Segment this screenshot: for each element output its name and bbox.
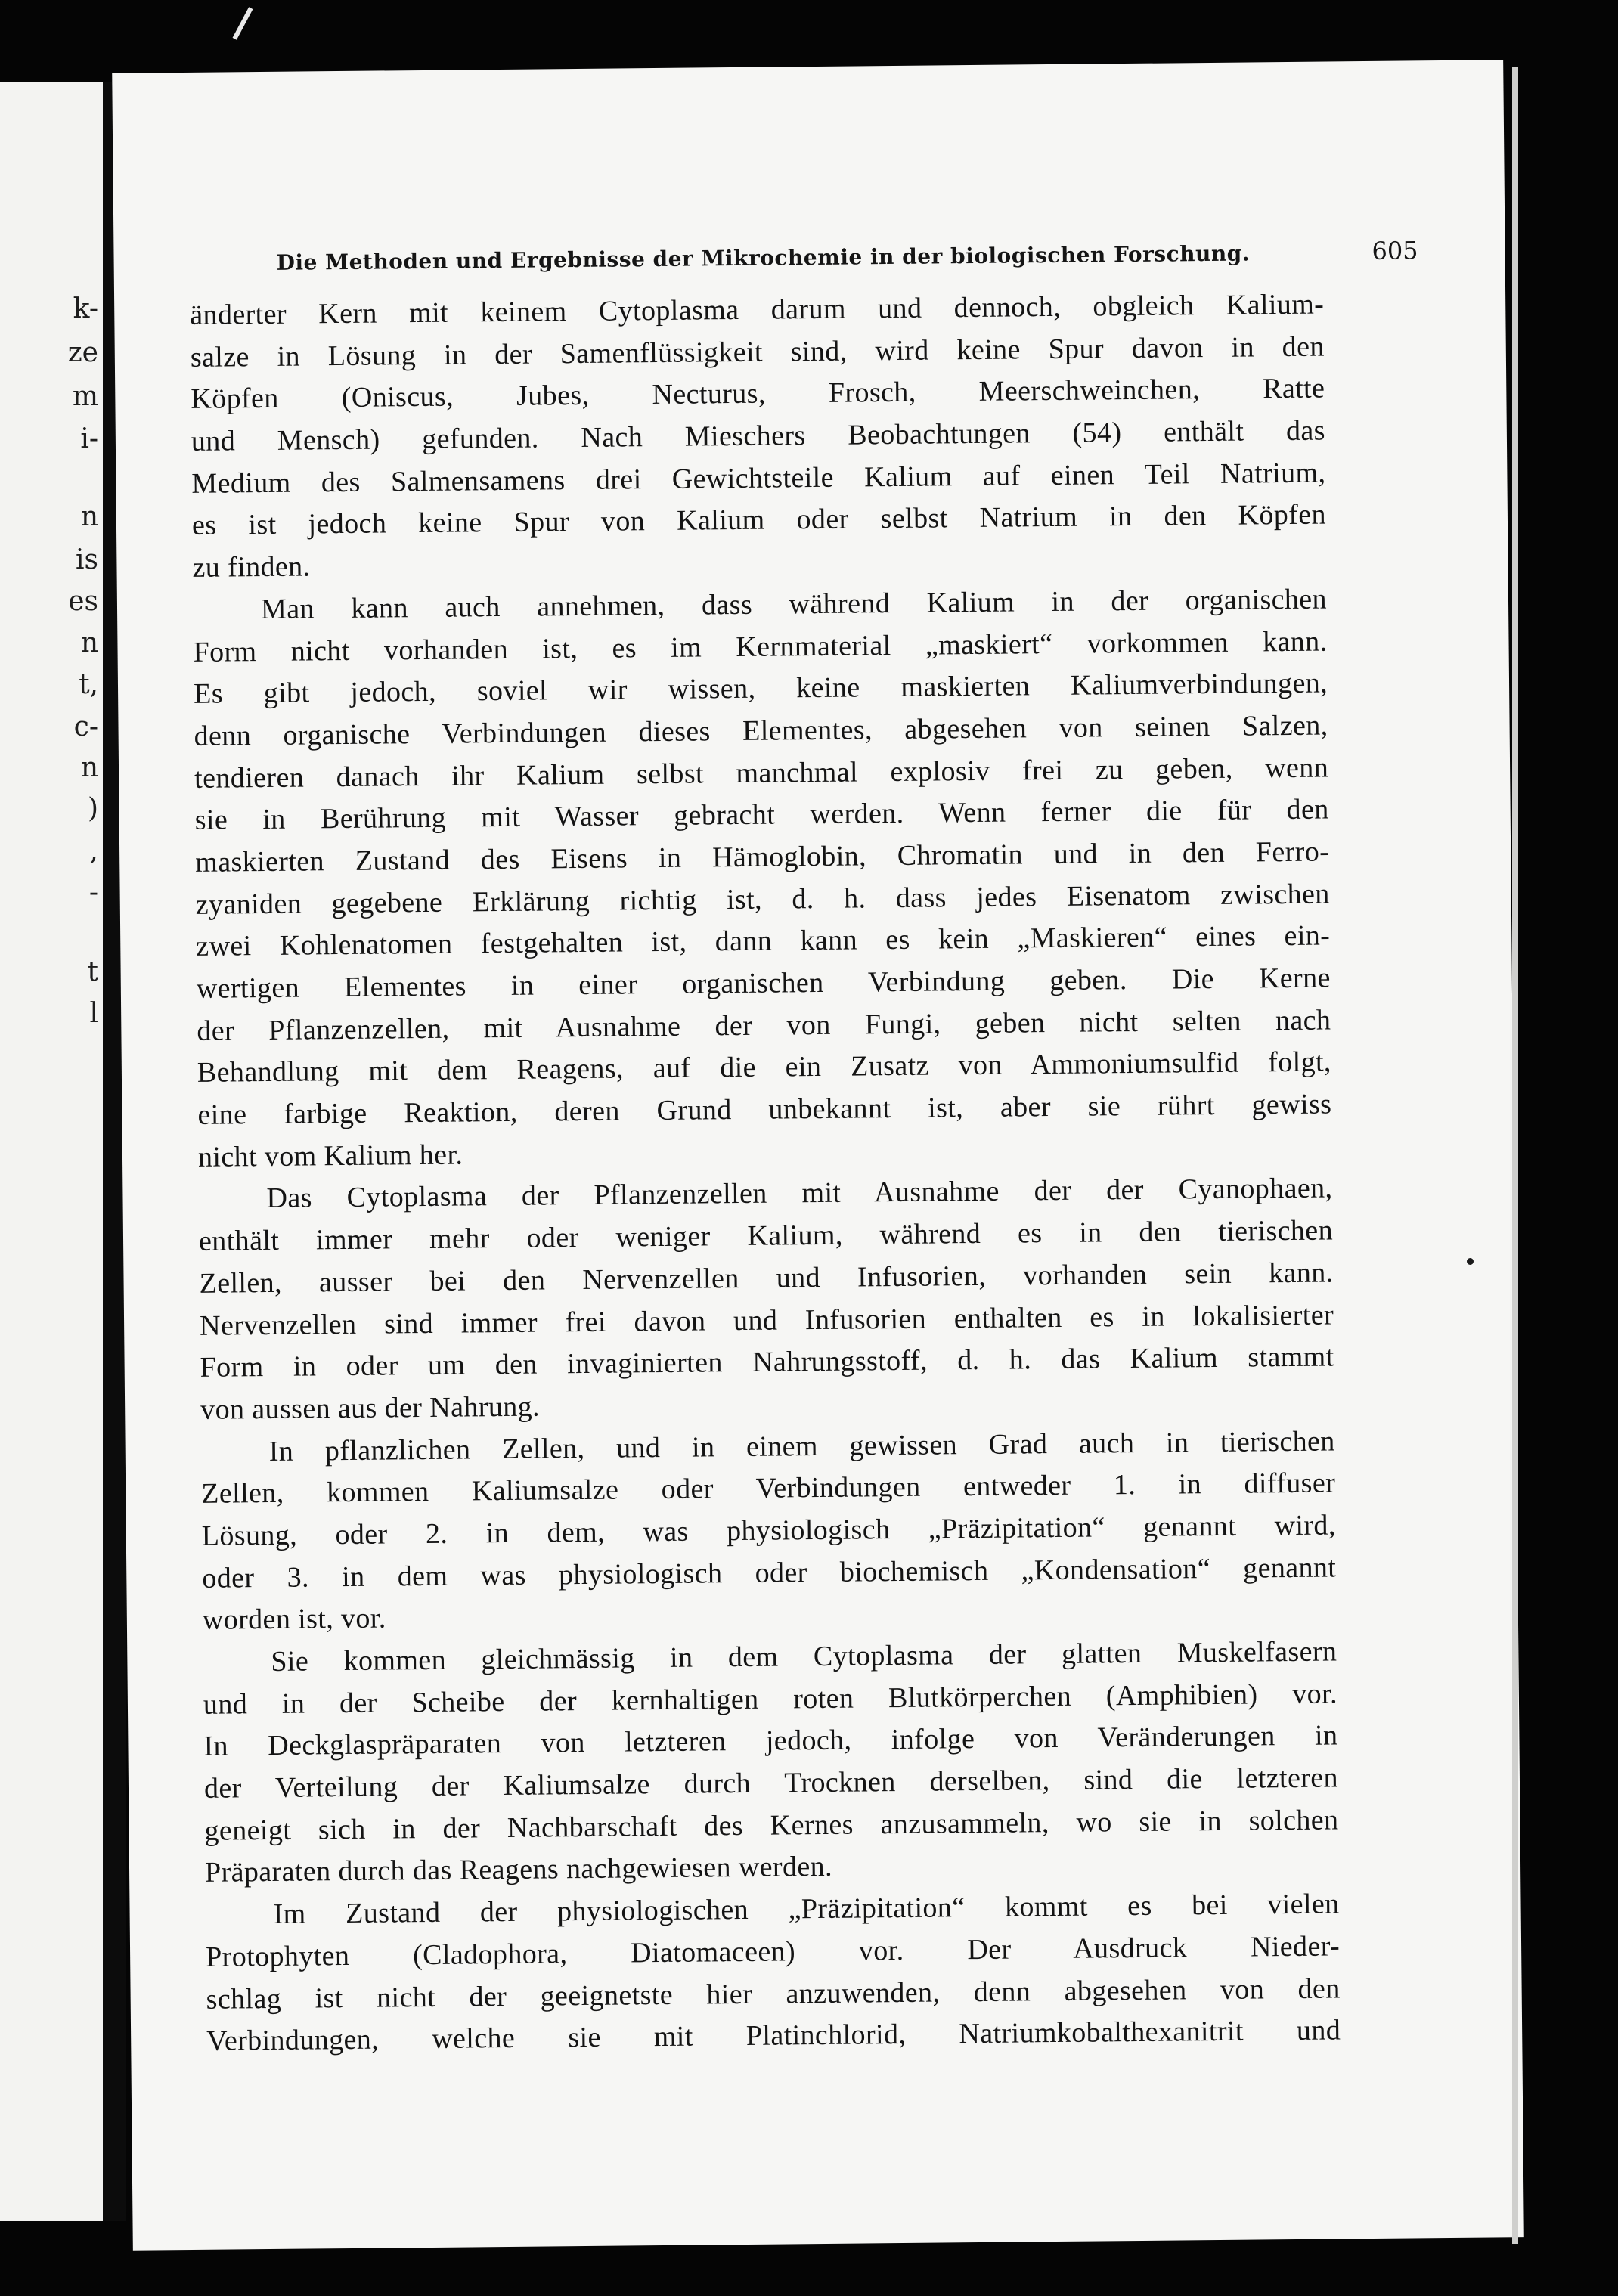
- text-line: und in der Scheibe der kernhaltigen roten Blutkörperchen (Amphibien) vor.: [203, 1678, 1338, 1721]
- previous-page-fragment: is: [76, 544, 98, 575]
- text-line: Zellen, ausser bei den Nervenzellen und Infusorien, vorhanden sein kann.: [199, 1256, 1334, 1300]
- previous-page-fragment: l: [89, 998, 98, 1029]
- text-line: Behandlung mit dem Reagens, auf die ein Zusatz von Ammoniumsulfid folgt,: [197, 1046, 1332, 1089]
- previous-page-fragment: k-: [73, 293, 98, 324]
- text-line: Sie kommen gleichmässig in dem Cytoplasma der glatten Muskelfasern: [271, 1635, 1337, 1678]
- text-line: Protophyten (Cladophora, Diatomaceen) vor. Der Ausdruck Nieder-: [205, 1930, 1341, 1973]
- previous-page-fragment: ze: [67, 337, 98, 368]
- text-line: und Mensch) gefunden. Nach Mieschers Beobachtungen (54) enthält das: [191, 414, 1326, 457]
- text-line: Man kann auch annehmen, dass während Kalium in der organischen: [260, 583, 1328, 625]
- running-header: [276, 236, 1418, 275]
- previous-page-fragment: -: [88, 877, 98, 908]
- text-line: Nervenzellen sind immer frei davon und Infusorien enthalten es in lokalisierter: [199, 1298, 1334, 1342]
- dust-speck: [1467, 1258, 1474, 1265]
- body-text: [190, 284, 1341, 2063]
- previous-page-fragment: m: [72, 381, 98, 412]
- text-line: nicht vom Kalium her.: [197, 1139, 463, 1173]
- previous-page-fragment: n: [80, 752, 98, 783]
- text-line: oder 3. in dem was physiologisch oder biochemisch „Kondensation“ genannt: [202, 1551, 1337, 1594]
- page-edge-shadow: [1512, 67, 1518, 2244]
- text-line: Im Zustand der physiologischen „Präzipitation“ kommt es bei vielen: [273, 1888, 1340, 1931]
- text-line: salze in Lösung in der Samenflüssigkeit sind, wird keine Spur davon in den: [190, 330, 1325, 373]
- text-line: es ist jedoch keine Spur von Kalium oder selbst Natrium in den Köpfen: [191, 498, 1327, 542]
- book-page: [112, 60, 1524, 2251]
- text-line: Form in oder um den invaginierten Nahrungsstoff, d. h. das Kalium stammt: [200, 1340, 1334, 1384]
- text-line: Form nicht vorhanden ist, es im Kernmaterial „maskiert“ vorkommen kann.: [193, 625, 1328, 668]
- text-line: wertigen Elementes in einer organischen Verbindung geben. Die Kerne: [196, 962, 1331, 1005]
- text-line: Medium des Salmensamens drei Gewichtsteile Kalium auf einen Teil Natrium,: [191, 457, 1326, 500]
- previous-page-fragment: t: [87, 956, 98, 987]
- text-line: zwei Kohlenatomen festgehalten ist, dann kann es kein „Maskieren“ eines ein-: [196, 919, 1331, 963]
- text-line: Lösung, oder 2. in dem, was physiologisch „Präzipitation“ genannt wird,: [201, 1509, 1336, 1552]
- previous-page-fragment: n: [80, 627, 98, 658]
- previous-page-fragment: i-: [80, 423, 98, 454]
- header-title: Die Methoden und Ergebnisse der Mikrochemie in der biologischen Forschung.: [276, 240, 1251, 275]
- text-line: worden ist, vor.: [202, 1602, 386, 1637]
- previous-page-edge: [0, 82, 103, 2221]
- text-line: geneigt sich in der Nachbarschaft des Kernes anzusammeln, wo sie in solchen: [204, 1804, 1339, 1847]
- text-line: In Deckglaspräparaten von letzteren jedoch, infolge von Veränderungen in: [203, 1719, 1338, 1763]
- previous-page-fragment: es: [68, 586, 98, 617]
- text-line: der Verteilung der Kaliumsalze durch Trocknen derselben, sind die letzteren: [203, 1762, 1339, 1805]
- text-line: enthält immer mehr oder weniger Kalium, während es in den tierischen: [198, 1214, 1334, 1257]
- text-line: Das Cytoplasma der Pflanzenzellen mit Ausnahme der der Cyanophaen,: [266, 1172, 1333, 1215]
- text-line: Zellen, kommen Kaliumsalze oder Verbindungen entweder 1. in diffuser: [201, 1467, 1336, 1511]
- previous-page-fragment: c-: [73, 711, 98, 742]
- scan-mark: [233, 7, 253, 39]
- text-line: tendieren danach ihr Kalium selbst manchmal explosiv frei zu geben, wenn: [194, 751, 1329, 795]
- text-line: denn organische Verbindungen dieses Elementes, abgesehen von seinen Salzen,: [194, 709, 1328, 752]
- text-line: Es gibt jedoch, soviel wir wissen, keine maskierten Kaliumverbindungen,: [193, 667, 1328, 711]
- text-line: Präparaten durch das Reagens nachgewiesen werden.: [204, 1851, 833, 1889]
- text-line: sie in Berührung mit Wasser gebracht werden. Wenn ferner die für den: [194, 793, 1329, 837]
- text-line: zyaniden gegebene Erklärung richtig ist, d. h. dass jedes Eisenatom zwischen: [195, 878, 1330, 921]
- text-line: schlag ist nicht der geeignetste hier anzuwenden, denn abgesehen von den: [206, 1972, 1341, 2016]
- page-number: 605: [1372, 236, 1418, 265]
- text-line: Verbindungen, welche sie mit Platinchlorid, Natriumkobalthexanitrit und: [206, 2014, 1341, 2058]
- text-line: änderter Kern mit keinem Cytoplasma darum und dennoch, obgleich Kalium-: [190, 288, 1325, 331]
- text-line: der Pflanzenzellen, mit Ausnahme der von Fungi, geben nicht selten nach: [197, 1004, 1331, 1047]
- text-line: maskierten Zustand des Eisens in Hämoglobin, Chromatin und in den Ferro-: [195, 835, 1330, 878]
- text-line: eine farbige Reaktion, deren Grund unbekannt ist, aber sie rührt gewiss: [197, 1088, 1332, 1131]
- text-line: In pflanzlichen Zellen, und in einem gewissen Grad auch in tierischen: [268, 1425, 1335, 1467]
- text-line: zu finden.: [192, 550, 311, 584]
- previous-page-fragment: t,: [79, 669, 98, 700]
- text-line: von aussen aus der Nahrung.: [200, 1390, 541, 1426]
- previous-page-fragment: ): [87, 793, 98, 824]
- text-line: Köpfen (Oniscus, Jubes, Necturus, Frosch, Meerschweinchen, Ratte: [191, 372, 1325, 416]
- previous-page-fragment: n: [80, 501, 98, 532]
- previous-page-fragment: ,: [89, 835, 98, 866]
